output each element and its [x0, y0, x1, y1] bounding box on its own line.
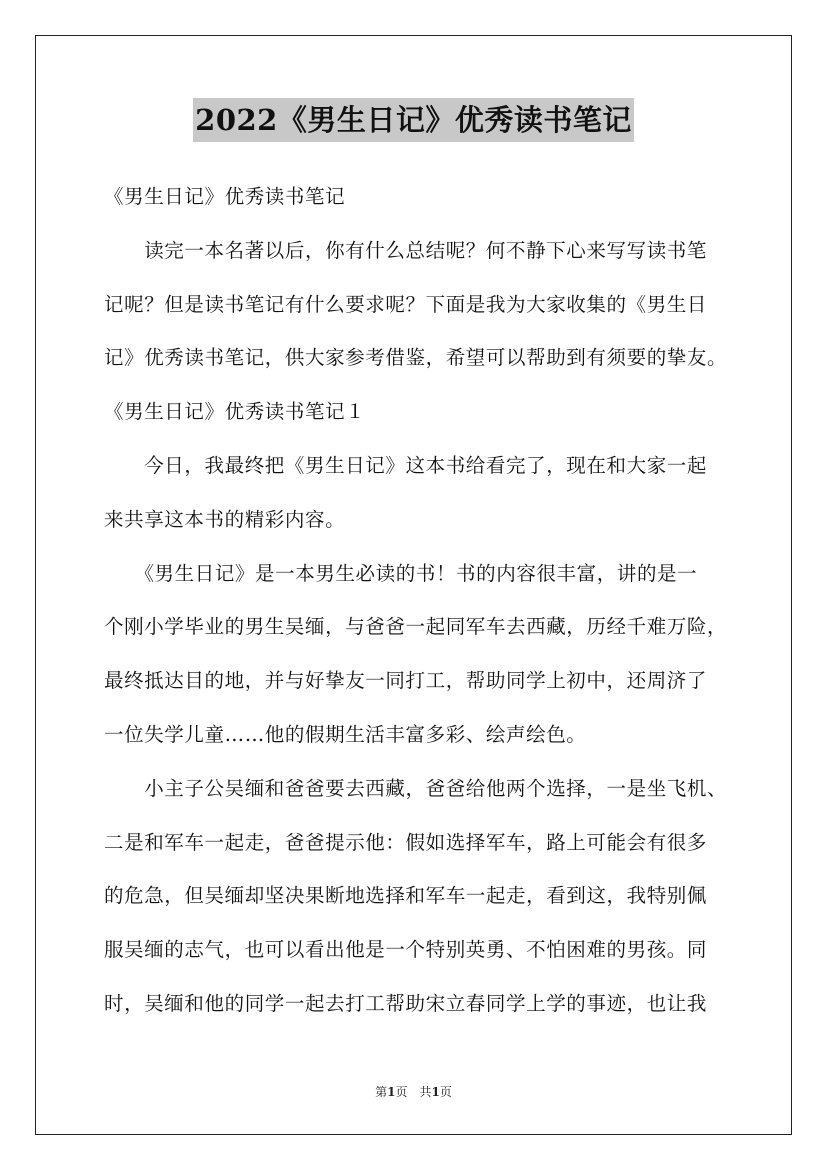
- text-line: 《男生日记》优秀读书笔记: [104, 185, 346, 208]
- text-line: 二是和军车一起走，爸爸提示他：假如选择军车，路上可能会有很多: [104, 830, 708, 854]
- footer-page-total: 1: [431, 1085, 440, 1099]
- text-line: 个刚小学毕业的男生吴缅，与爸爸一起同军车去西藏，历经千难万险，: [104, 615, 728, 639]
- text-line: 《男生日记》是一本男生必读的书！书的内容很丰富，讲的是一: [104, 561, 698, 585]
- page-footer: [0, 1083, 827, 1100]
- text-line: 《男生日记》优秀读书笔记１: [104, 400, 366, 424]
- document-body: [104, 170, 740, 1031]
- text-line: 来共享这本书的精彩内容。: [104, 507, 346, 531]
- footer-page-suffix: 页: [439, 1085, 452, 1099]
- text-line: 时，吴缅和他的同学一起去打工帮助宋立春同学上学的事迹，也让我: [104, 991, 708, 1015]
- text-line: 读完一本名著以后，你有什么总结呢？何不静下心来写写读书笔: [104, 238, 708, 262]
- text-line: 最终抵达目的地，并与好挚友一同打工，帮助同学上初中，还周济了: [104, 669, 708, 693]
- text-line: 今日，我最终把《男生日记》这本书给看完了，现在和大家一起: [104, 453, 708, 477]
- text-line: 记呢？但是读书笔记有什么要求呢？下面是我为大家收集的《男生日: [104, 292, 708, 316]
- text-line: 服吴缅的志气，也可以看出他是一个特别英勇、不怕困难的男孩。同: [104, 938, 708, 962]
- footer-page-mid: 页 共: [395, 1085, 432, 1099]
- text-line: 一位失学儿童……他的假期生活丰富多彩、绘声绘色。: [104, 722, 587, 746]
- title-wrap: [0, 98, 827, 142]
- text-line: 小主子公吴缅和爸爸要去西藏，爸爸给他两个选择，一是坐飞机、: [104, 776, 728, 800]
- text-line: 记》优秀读书笔记，供大家参考借鉴，希望可以帮助到有须要的挚友。: [104, 346, 728, 370]
- footer-page-current: 1: [387, 1085, 396, 1099]
- text-line: 的危急，但吴缅却坚决果断地选择和军车一起走，看到这，我特别佩: [104, 884, 708, 908]
- footer-page-prefix: 第: [375, 1085, 388, 1099]
- document-title: 2022《男生日记》优秀读书笔记: [193, 98, 634, 142]
